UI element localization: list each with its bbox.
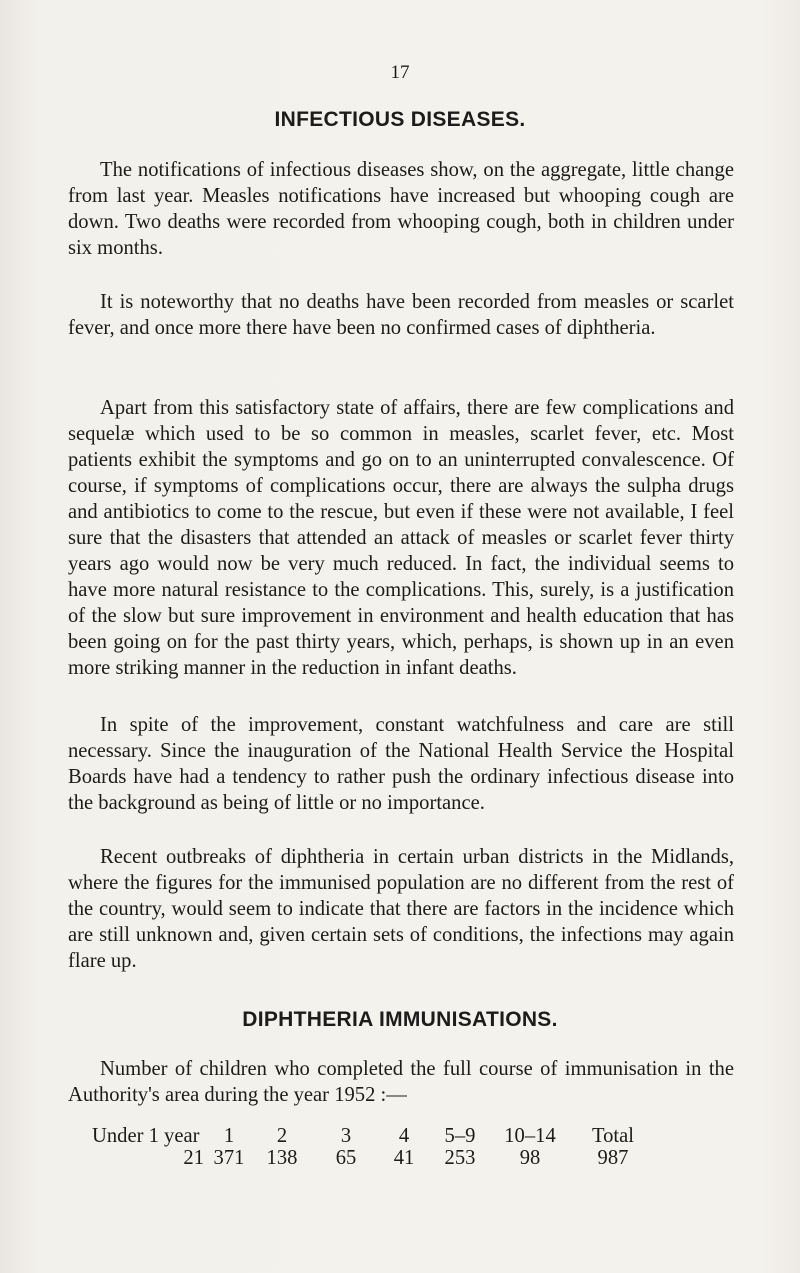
table-cell: 98 <box>519 1147 541 1169</box>
immunisation-intro: Number of children who completed the full course of immunisation in the Authority's area during the year 1952 :— <box>68 1058 734 1106</box>
table-header-cell: 5–9 <box>444 1125 476 1147</box>
table-cell: 41 <box>393 1147 415 1169</box>
page-number: 17 <box>390 62 410 83</box>
table-header-cell: 3 <box>340 1125 352 1147</box>
table-header-cell: Under 1 year <box>92 1125 200 1147</box>
paragraph-watchfulness: In spite of the improvement, constant watchfulness and care are still necessary. Since the inauguration of the National Health Service the Hospital Boards have had a tendency to rather push the ordinary infectious disease into the background as being of little or no importance. <box>68 714 734 814</box>
paragraph-diphtheria-outbreaks: Recent outbreaks of diphtheria in certain urban districts in the Midlands, where the figures for the immunised population are no different from the rest of the country, would seem to indicate that there are factors in the incidence which are still unknown and, given certain sets of conditions, the infections may again flare up. <box>68 846 734 972</box>
table-header-cell: 1 <box>223 1125 235 1147</box>
table-cell: 987 <box>597 1147 629 1169</box>
paragraph-complications: Apart from this satisfactory state of affairs, there are few complications and sequelæ which used to be so common in measles, scarlet fever, etc. Most patients exhibit the symptoms and go on to an uninterrupted convalescence. Of course, if symptoms of complications occur, there are always the sulpha drugs and antibiotics to come to the rescue, but even if these were not available, I feel sure that the disasters that attended an attack of measles or scarlet fever thirty years ago would now be very much reduced. In fact, the individual seems to have more natural resistance to the complications. This, surely, is a justification of the slow but sure improvement in environment and health education that has been going on for the past thirty years, which, perhaps, is shown up in an even more striking manner in the reduction in infant deaths. <box>68 397 734 679</box>
table-header-row <box>92 1125 654 1147</box>
table-cell: 371 <box>213 1147 245 1169</box>
table-cell: 138 <box>266 1147 298 1169</box>
table-header-cell: Total <box>591 1125 635 1147</box>
diphtheria-immunisations-heading: DIPHTHERIA IMMUNISATIONS. <box>242 1008 558 1031</box>
table-row <box>92 1147 654 1169</box>
table-header-cell: 10–14 <box>504 1125 556 1147</box>
immunisation-table <box>92 1125 654 1169</box>
infectious-diseases-heading: INFECTIOUS DISEASES. <box>274 108 526 131</box>
paragraph-notifications: The notifications of infectious diseases show, on the aggregate, little change from last year. Measles notifications have increased but whooping cough are down. Two deaths were recorded from whooping cough, both in children under six months. <box>68 159 734 259</box>
table-cell: 253 <box>444 1147 476 1169</box>
table-cell: 65 <box>335 1147 357 1169</box>
table-header-cell: 2 <box>276 1125 288 1147</box>
table-header-cell: 4 <box>398 1125 410 1147</box>
paragraph-no-deaths: It is noteworthy that no deaths have been recorded from measles or scarlet fever, and once more there have been no confirmed cases of diphtheria. <box>68 291 734 339</box>
table-cell: 21 <box>183 1147 204 1169</box>
